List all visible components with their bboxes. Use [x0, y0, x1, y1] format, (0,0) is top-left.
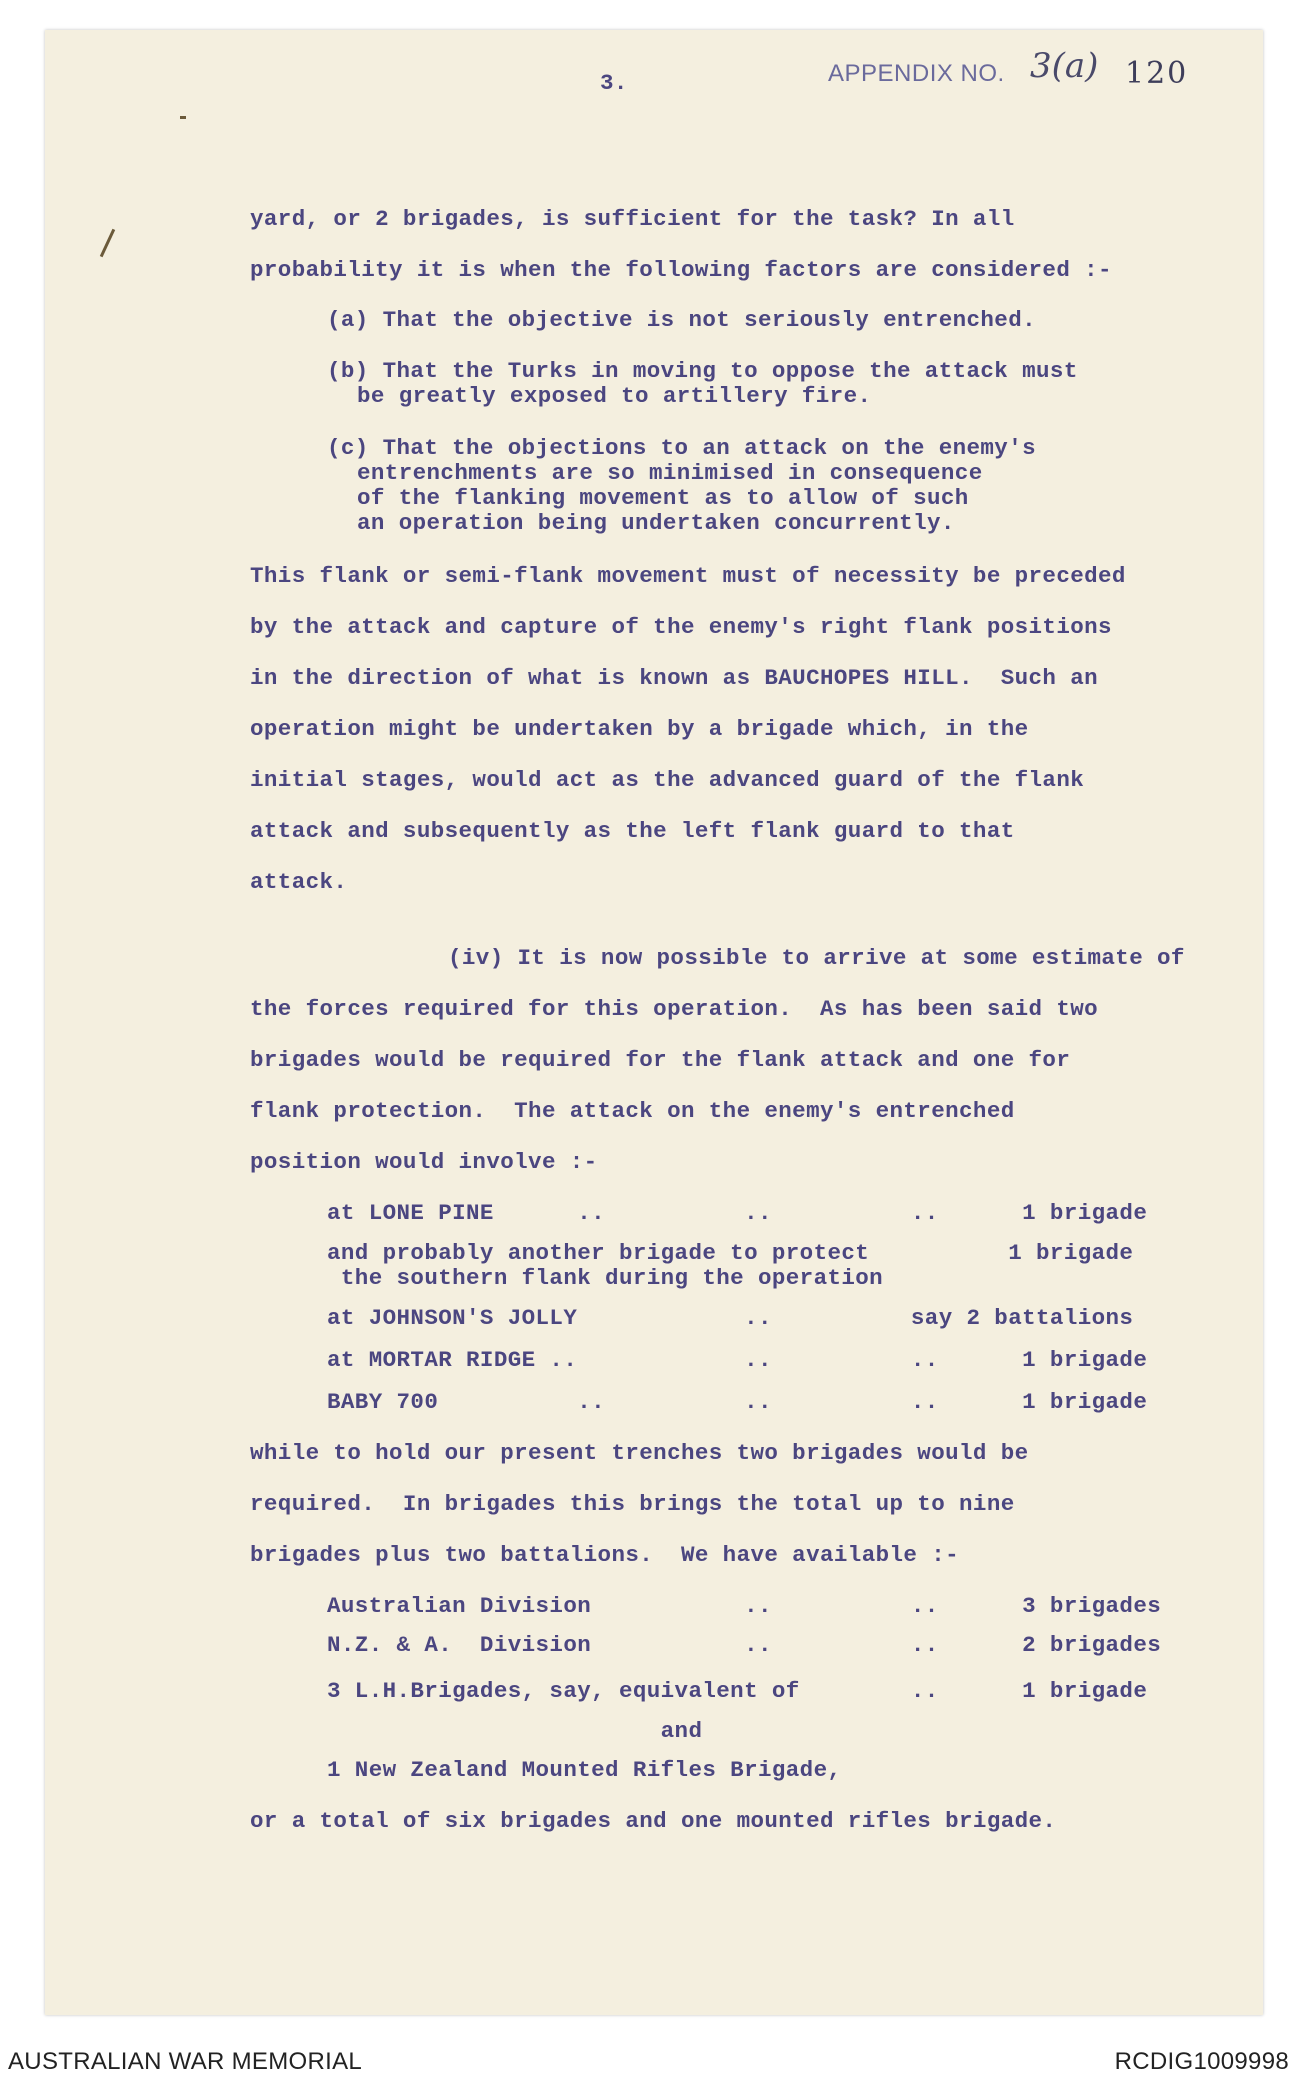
- forces-row: and probably another brigade to protect 1 brigade: [327, 1240, 1134, 1266]
- available-row: 3 L.H.Brigades, say, equivalent of .. 1 brigade: [327, 1678, 1148, 1704]
- available-row: Australian Division .. .. 3 brigades: [327, 1593, 1162, 1619]
- text-line: operation might be undertaken by a brigade which, in the: [250, 716, 1029, 742]
- forces-row: at LONE PINE .. .. .. 1 brigade: [327, 1200, 1148, 1226]
- paper-mark: [180, 116, 186, 119]
- text-line: position would involve :-: [250, 1149, 598, 1175]
- text-line: This flank or semi-flank movement must of necessity be preceded: [250, 563, 1126, 589]
- text-line: yard, or 2 brigades, is sufficient for the task? In all: [250, 206, 1015, 232]
- forces-row: at JOHNSON'S JOLLY .. say 2 battalions: [327, 1305, 1134, 1331]
- appendix-label: APPENDIX NO.: [828, 60, 1005, 87]
- text-line: attack and subsequently as the left flank guard to that: [250, 818, 1015, 844]
- text-line: brigades would be required for the flank attack and one for: [250, 1047, 1071, 1073]
- footer-archive-name: AUSTRALIAN WAR MEMORIAL: [8, 2048, 363, 2075]
- factor-c: (c) That the objections to an attack on the enemy's: [327, 435, 1037, 461]
- text-line: attack.: [250, 869, 348, 895]
- closing-line: or a total of six brigades and one mounted rifles brigade.: [250, 1808, 1057, 1834]
- available-row: 1 New Zealand Mounted Rifles Brigade,: [327, 1757, 842, 1783]
- text-line: initial stages, would act as the advanced guard of the flank: [250, 767, 1085, 793]
- factor-b-cont: be greatly exposed to artillery fire.: [357, 383, 872, 409]
- text-line: by the attack and capture of the enemy's right flank positions: [250, 614, 1112, 640]
- forces-row: at MORTAR RIDGE .. .. .. 1 brigade: [327, 1347, 1148, 1373]
- text-line: probability it is when the following factors are considered :-: [250, 257, 1112, 283]
- forces-row: BABY 700 .. .. .. 1 brigade: [327, 1389, 1148, 1415]
- factor-a: (a) That the objective is not seriously entrenched.: [327, 307, 1037, 333]
- text-line: brigades plus two battalions. We have available :-: [250, 1542, 960, 1568]
- available-row: N.Z. & A. Division .. .. 2 brigades: [327, 1632, 1162, 1658]
- text-line: required. In brigades this brings the total up to nine: [250, 1491, 1015, 1517]
- page-number: 3.: [600, 70, 628, 96]
- appendix-number: 3(a): [1030, 46, 1099, 86]
- factor-c-cont: entrenchments are so minimised in consequence: [357, 460, 983, 486]
- factor-c-cont: of the flanking movement as to allow of such: [357, 485, 969, 511]
- text-line: while to hold our present trenches two brigades would be: [250, 1440, 1029, 1466]
- available-row: and: [327, 1718, 703, 1744]
- forces-row: the southern flank during the operation: [327, 1265, 884, 1291]
- text-line: the forces required for this operation. As has been said two: [250, 996, 1099, 1022]
- footer-record-id: RCDIG1009998: [1114, 2048, 1289, 2075]
- folio-number: 120: [1125, 56, 1189, 91]
- text-line: in the direction of what is known as BAUCHOPES HILL. Such an: [250, 665, 1099, 691]
- text-line: flank protection. The attack on the enemy's entrenched: [250, 1098, 1015, 1124]
- factor-b: (b) That the Turks in moving to oppose the attack must: [327, 358, 1078, 384]
- text-line: (iv) It is now possible to arrive at some estimate of: [448, 945, 1185, 971]
- factor-c-cont: an operation being undertaken concurrently.: [357, 510, 955, 536]
